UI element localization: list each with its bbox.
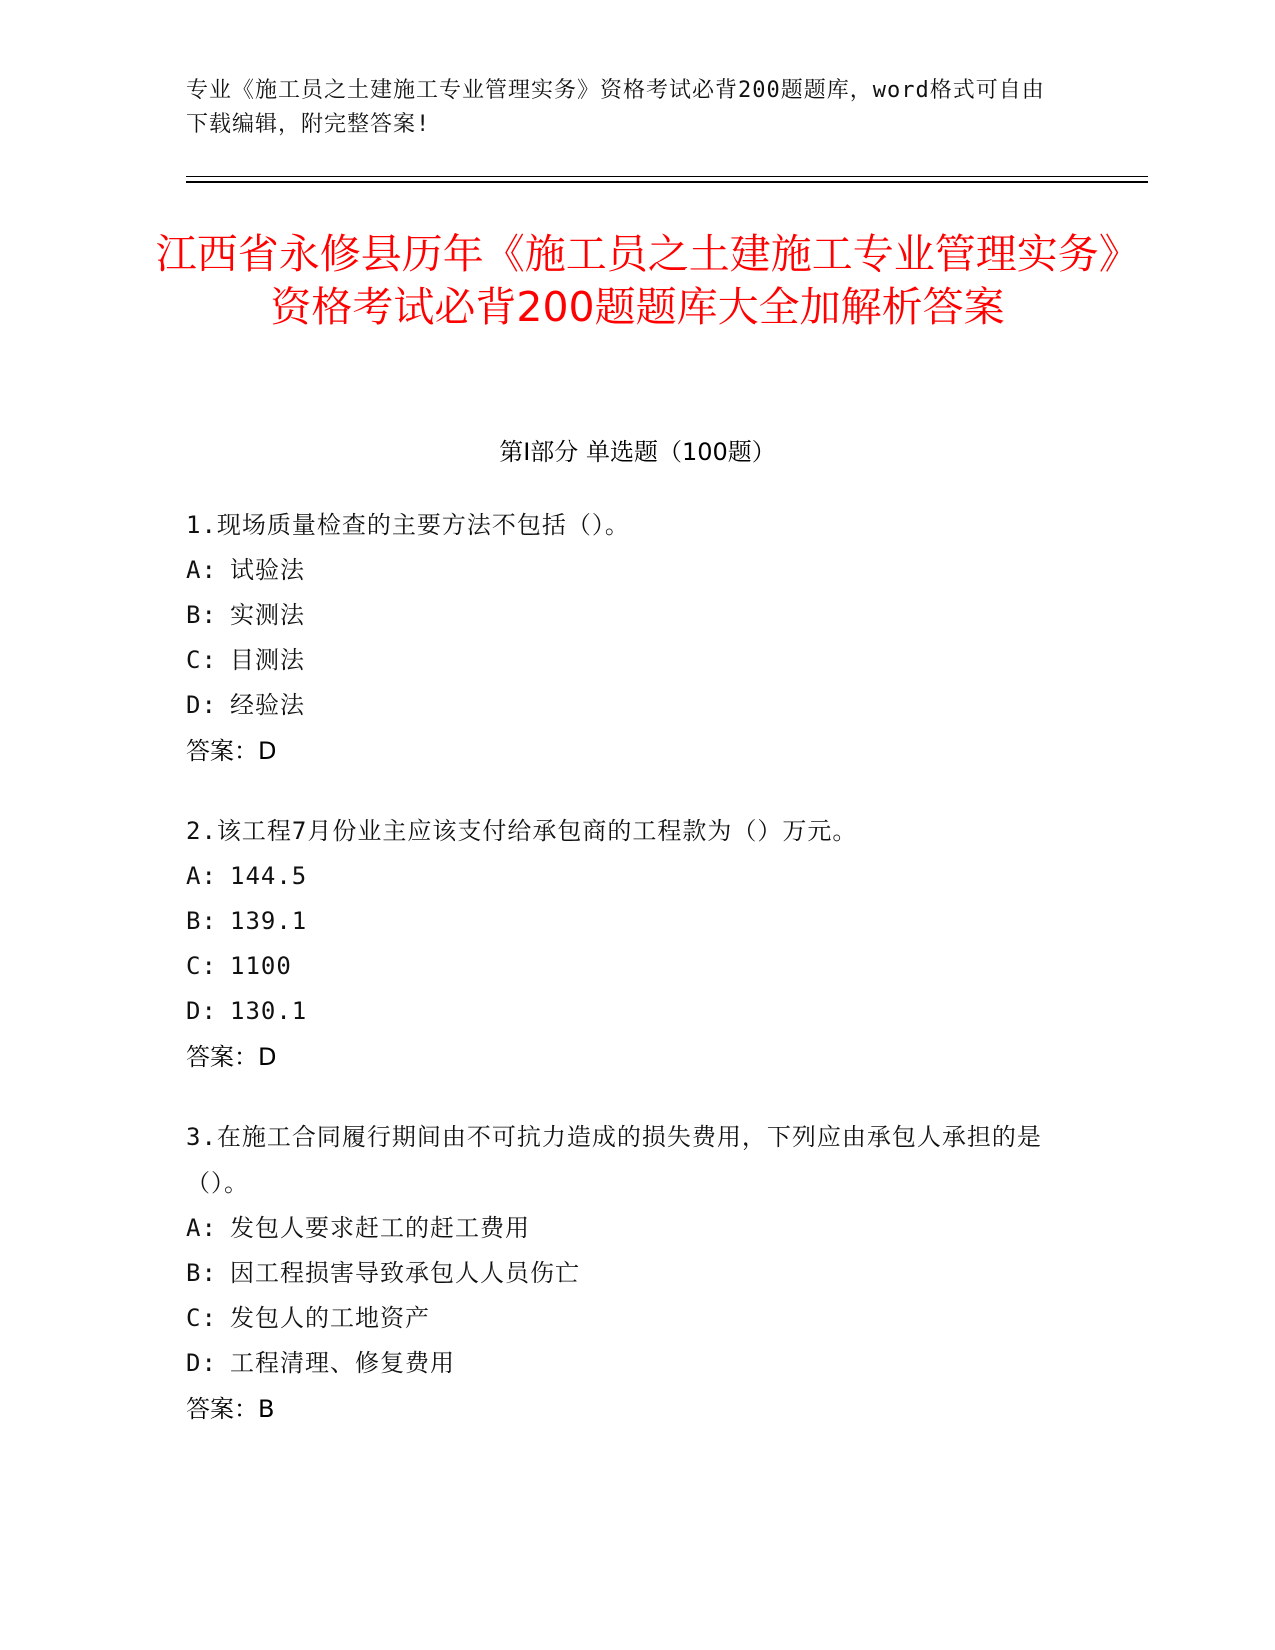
answer-value: D <box>258 1043 277 1071</box>
option-text: 发包人要求赶工的赶工费用 <box>230 1214 530 1242</box>
question-stem: 2.该工程7月份业主应该支付给承包商的工程款为（）万元。 <box>186 817 858 845</box>
option-text: 试验法 <box>230 556 305 584</box>
option-letter: A: <box>186 556 217 584</box>
answer-value: B <box>258 1395 275 1423</box>
option-letter: D: <box>186 691 217 719</box>
header-divider-thick <box>186 181 1148 183</box>
option-b <box>186 1251 1066 1296</box>
option-letter: D: <box>186 997 217 1025</box>
option-text: 因工程损害导致承包人人员伤亡 <box>230 1259 580 1287</box>
option-d <box>186 683 1066 728</box>
answer-line <box>186 1386 1066 1432</box>
option-letter: D: <box>186 1349 217 1377</box>
header-divider-thin <box>186 176 1148 177</box>
option-c <box>186 638 1066 683</box>
option-a <box>186 1206 1066 1251</box>
question-3 <box>186 1114 1066 1432</box>
option-text: 144.5 <box>230 862 308 890</box>
question-stem: 3.在施工合同履行期间由不可抗力造成的损失费用，下列应由承包人承担的是（）。 <box>186 1123 1042 1197</box>
option-text: 目测法 <box>230 646 305 674</box>
option-letter: B: <box>186 1259 217 1287</box>
option-text: 工程清理、修复费用 <box>230 1349 455 1377</box>
option-b <box>186 593 1066 638</box>
option-b <box>186 899 1066 944</box>
question-stem: 1.现场质量检查的主要方法不包括（）。 <box>186 511 630 539</box>
option-c <box>186 944 1066 989</box>
option-a <box>186 548 1066 593</box>
option-d <box>186 1341 1066 1386</box>
option-text: 实测法 <box>230 601 305 629</box>
option-a <box>186 854 1066 899</box>
answer-line <box>186 1034 1066 1080</box>
option-letter: A: <box>186 1214 217 1242</box>
option-c <box>186 1296 1066 1341</box>
option-d <box>186 989 1066 1034</box>
option-letter: A: <box>186 862 217 890</box>
option-text: 1100 <box>230 952 292 980</box>
option-letter: C: <box>186 646 217 674</box>
option-letter: C: <box>186 952 217 980</box>
answer-value: D <box>258 737 277 765</box>
document-title: 江西省永修县历年《施工员之土建施工专业管理实务》资格考试必背200题题库大全加解析答案 <box>155 230 1120 331</box>
question-1 <box>186 502 1066 774</box>
option-text: 发包人的工地资产 <box>230 1304 430 1332</box>
option-text: 139.1 <box>230 907 308 935</box>
option-text: 130.1 <box>230 997 308 1025</box>
option-letter: C: <box>186 1304 217 1332</box>
section-heading: 第I部分 单选题（100题） <box>499 438 776 466</box>
answer-label: 答案： <box>186 737 258 765</box>
answer-label: 答案： <box>186 1043 258 1071</box>
option-letter: B: <box>186 907 217 935</box>
question-2 <box>186 808 1066 1080</box>
answer-line <box>186 728 1066 774</box>
answer-label: 答案： <box>186 1395 258 1423</box>
header-note: 专业《施工员之土建施工专业管理实务》资格考试必背200题题库，word格式可自由下载编辑，附完整答案! <box>186 78 1045 137</box>
option-letter: B: <box>186 601 217 629</box>
option-text: 经验法 <box>230 691 305 719</box>
